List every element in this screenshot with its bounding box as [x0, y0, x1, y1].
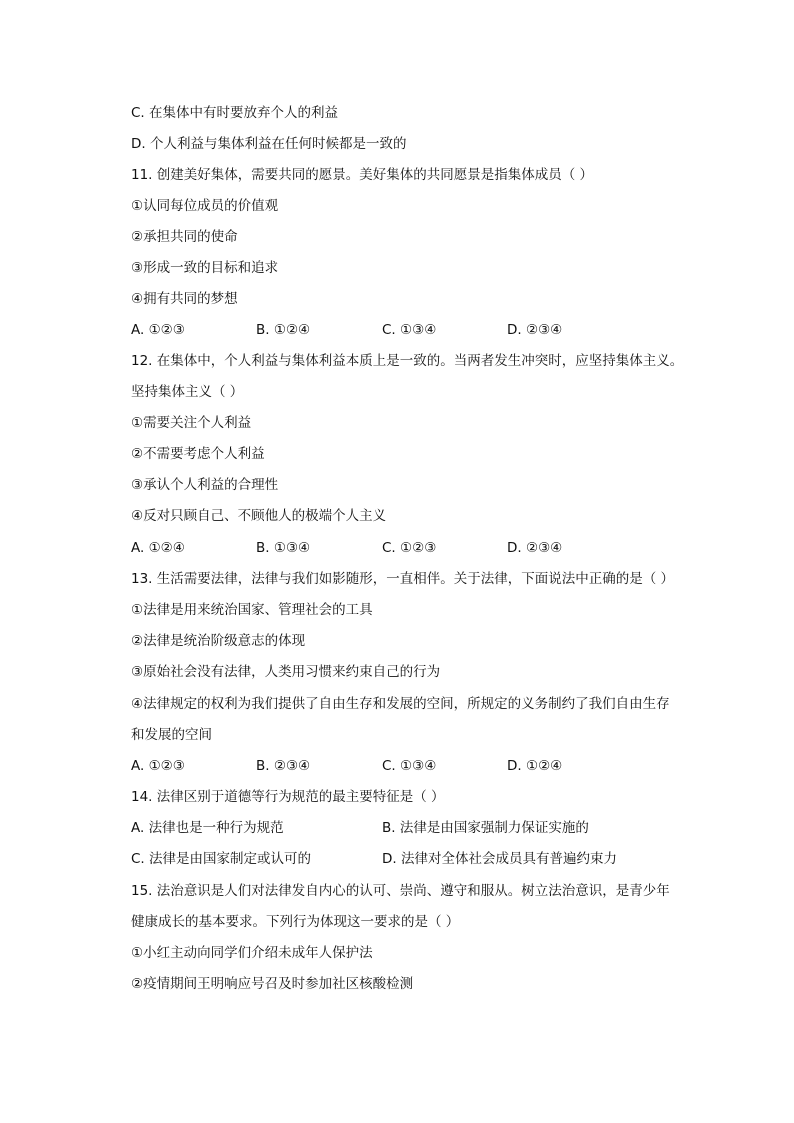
q11-option-b: B. ①②④ [256, 322, 311, 338]
q11-item-2: ②承担共同的使命 [131, 229, 238, 245]
q10-option-c: C. 在集体中有时要放弃个人的利益 [131, 105, 339, 121]
q11-stem: 11. 创建美好集体，需要共同的愿景。美好集体的共同愿景是指集体成员（ ） [131, 167, 594, 183]
q14-option-b: B. 法律是由国家强制力保证实施的 [382, 820, 589, 836]
q12-item-1: ①需要关注个人利益 [131, 415, 252, 431]
q12-option-b: B. ①③④ [256, 540, 311, 556]
q11-item-1: ①认同每位成员的价值观 [131, 198, 279, 214]
q13-option-c: C. ①③④ [382, 758, 437, 774]
q12-item-2: ②不需要考虑个人利益 [131, 446, 265, 462]
q13-item-4-cont: 和发展的空间 [131, 727, 212, 743]
q12-item-4: ④反对只顾自己、不顾他人的极端个人主义 [131, 508, 387, 524]
q14-option-d: D. 法律对全体社会成员具有普遍约束力 [382, 851, 617, 867]
q11-option-d: D. ②③④ [507, 322, 563, 338]
q12-option-a: A. ①②④ [131, 540, 185, 556]
q13-item-1: ①法律是用来统治国家、管理社会的工具 [131, 602, 373, 618]
q13-item-3: ③原始社会没有法律，人类用习惯来约束自己的行为 [131, 664, 441, 680]
q12-item-3: ③承认个人利益的合理性 [131, 477, 279, 493]
q11-option-c: C. ①③④ [382, 322, 437, 338]
q12-stem-cont: 坚持集体主义（ ） [131, 384, 244, 400]
q15-stem-cont: 健康成长的基本要求。下列行为体现这一要求的是（ ） [131, 914, 460, 930]
q13-option-d: D. ①②④ [507, 758, 563, 774]
q11-item-3: ③形成一致的目标和追求 [131, 260, 279, 276]
q14-option-c: C. 法律是由国家制定或认可的 [131, 851, 312, 867]
q13-item-2: ②法律是统治阶级意志的体现 [131, 633, 306, 649]
q13-stem: 13. 生活需要法律，法律与我们如影随形，一直相伴。关于法律，下面说法中正确的是（ ） [131, 571, 675, 587]
q13-option-b: B. ②③④ [256, 758, 311, 774]
q13-option-a: A. ①②③ [131, 758, 185, 774]
q15-item-2: ②疫情期间王明响应号召及时参加社区核酸检测 [131, 976, 414, 992]
q11-option-a: A. ①②③ [131, 322, 185, 338]
q10-option-d: D. 个人利益与集体利益在任何时候都是一致的 [131, 136, 407, 152]
q12-stem: 12. 在集体中，个人利益与集体利益本质上是一致的。当两者发生冲突时，应坚持集体主义。 [131, 353, 684, 369]
q13-item-4: ④法律规定的权利为我们提供了自由生存和发展的空间，所规定的义务制约了我们自由生存 [131, 696, 670, 712]
q11-item-4: ④拥有共同的梦想 [131, 291, 238, 307]
q15-stem: 15. 法治意识是人们对法律发自内心的认可、崇尚、遵守和服从。树立法治意识，是青少年 [131, 883, 670, 899]
q12-option-c: C. ①②③ [382, 540, 437, 556]
q15-item-1: ①小红主动向同学们介绍未成年人保护法 [131, 945, 373, 961]
q14-stem: 14. 法律区别于道德等行为规范的最主要特征是（ ） [131, 789, 445, 805]
q14-option-a: A. 法律也是一种行为规范 [131, 820, 284, 836]
q12-option-d: D. ②③④ [507, 540, 563, 556]
